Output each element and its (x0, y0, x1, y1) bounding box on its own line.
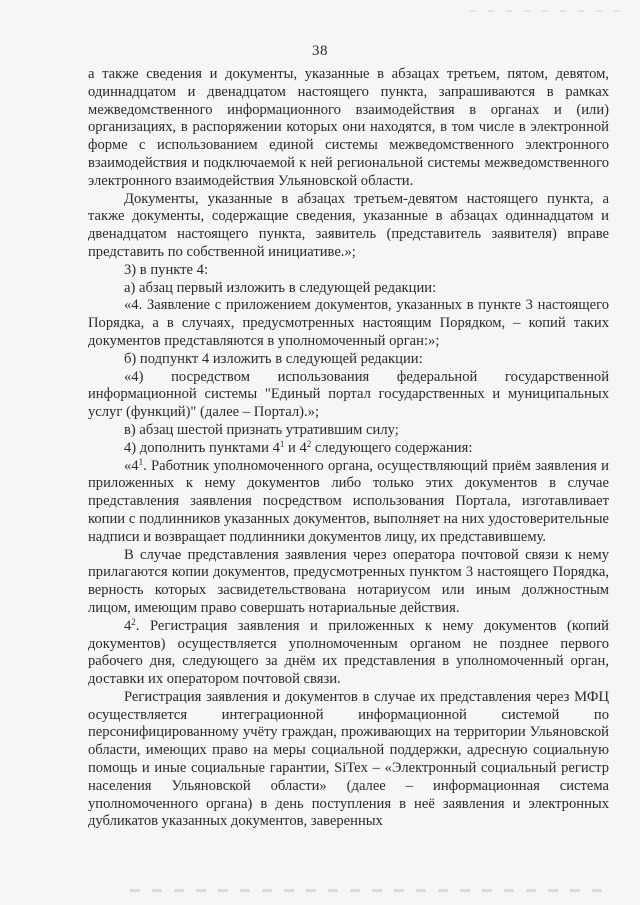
paragraph-4: а) абзац первый изложить в следующей редакции: (124, 279, 437, 296)
paragraph-13: Регистрация заявления и документов в случае их представления через МФЦ осуществляется интеграционной информационной системой по персонифицированному учёту граждан, проживающих на территории Ульяновской области, имеющих право на меры социальной поддержки, адресную социальную помощь и иные социальные гарантии, SiTex – «Электронный социальный регистр населения Ульяновской области» (далее – информационная система уполномоченного органа) в день поступления в неё заявления и электронных дубликатов указанных документов, заверенных (88, 688, 609, 830)
paragraph-10-text-a: «4 (124, 457, 139, 474)
paragraph-8: в) абзац шестой признать утратившим силу; (124, 421, 399, 438)
paragraph-12-text-a: 4 (124, 617, 132, 634)
paragraph-11: В случае представления заявления через оператора почтовой связи к нему прилагаются копии документов, предусмотренных пунктом 3 настоящего Порядка, верность которых засвидетельствована нотариусом или иным должностным лицом, имеющим право совершать нотариальные действия. (88, 546, 609, 616)
paragraph-12 (88, 618, 609, 689)
paragraph-6: б) подпункт 4 изложить в следующей редакции: (124, 350, 423, 367)
paragraph-3: 3) в пункте 4: (124, 261, 209, 278)
paragraph-9-text-c: следующего содержания: (311, 439, 473, 456)
paragraph-7: «4) посредством использования федеральной государственной информационной системы "Единый портал государственных и муниципальных услуг (функций)" (далее – Портал).»; (88, 368, 609, 421)
superscript-2: 2 (131, 616, 136, 627)
paragraph-9 (88, 440, 609, 458)
superscript-2: 2 (306, 438, 312, 449)
superscript-1: 1 (138, 456, 144, 467)
scan-artifact (470, 10, 620, 12)
paragraph-10-text-b: . Работник уполномоченного органа, осуществляющий приём заявления и приложенных к нему документов либо только этих документов в случае представления заявления посредством использования Портала, изготавливает копии с подлинников указанных документов, выполняет на них удостоверительные надписи и возвращает подлинники документов лицу, их представившему. (88, 457, 609, 545)
paragraph-9-text-b: и 4 (284, 439, 307, 456)
superscript-1: 1 (279, 438, 285, 449)
document-body (88, 66, 609, 831)
page-number: 38 (312, 43, 328, 59)
paragraph-10 (88, 458, 609, 547)
paragraph-2: Документы, указанные в абзацах третьем-девятом настоящего пункта, а также документы, содержащие сведения, указанные в абзацах одиннадцатом и двенадцатом настоящего пункта, заявитель (представитель заявителя) вправе представить по собственной инициативе.»; (88, 190, 609, 260)
scan-artifact (130, 889, 610, 892)
paragraph-5: «4. Заявление с приложением документов, указанных в пункте 3 настоящего Порядка, а в случаях, предусмотренных настоящим Порядком, – копий таких документов представляются в уполномоченный орган:»; (88, 297, 609, 349)
paragraph-12-text-b: . Регистрация заявления и приложенных к нему документов (копий документов) осуществляется уполномоченным органом не позднее первого рабочего дня, следующего за днём их представления в уполномоченный орган, доставки их оператором почтовой связи. (88, 617, 609, 688)
paragraph-9-text-a: 4) дополнить пунктами 4 (124, 439, 280, 456)
paragraph-1: а также сведения и документы, указанные в абзацах третьем, пятом, девятом, одиннадцатом и двенадцатом настоящего пункта, запрашиваются в рамках межведомственного информационного взаимодействия в органах и (или) организациях, в распоряжении которых они находятся, в том числе в электронной форме с использованием единой системы межведомственного электронного взаимодействия и подключаемой к ней региональной системы межведомственного электронного взаимодействия Ульяновской области. (88, 66, 609, 189)
